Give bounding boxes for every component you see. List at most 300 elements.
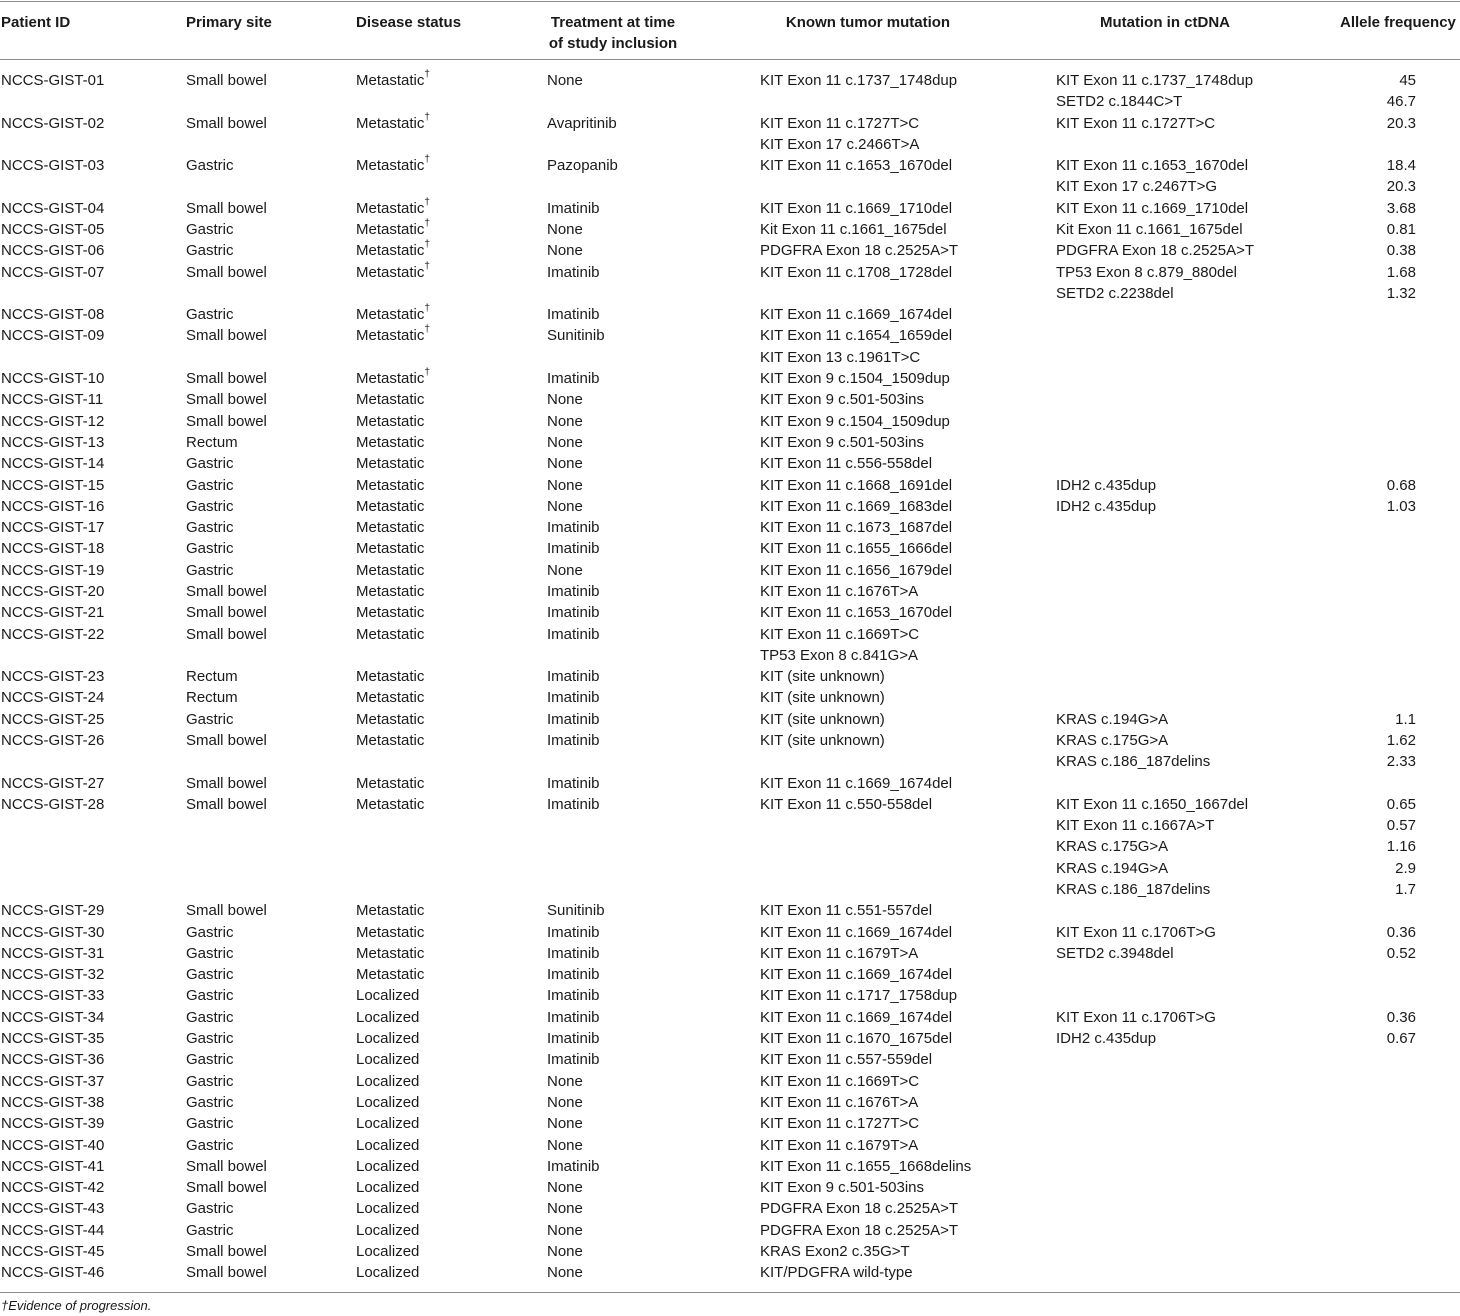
known-mutation: KIT Exon 11 c.1670_1675del	[760, 1030, 953, 1048]
disease-status	[356, 731, 424, 750]
primary-site: Rectum	[186, 433, 238, 451]
known-mutation: TP53 Exon 8 c.841G>A	[760, 646, 919, 664]
primary-site: Rectum	[186, 668, 238, 686]
patient-id: NCCS-GIST-14	[1, 455, 105, 473]
progression-dagger: †	[424, 324, 430, 336]
treatment: None	[547, 1221, 583, 1239]
patient-id: NCCS-GIST-18	[1, 540, 105, 558]
patient-id: NCCS-GIST-32	[1, 966, 105, 984]
primary-site: Small bowel	[186, 391, 267, 409]
disease-status-text: Metastatic	[356, 561, 425, 579]
ctdna-mutation: SETD2 c.1844C>T	[1056, 93, 1183, 111]
primary-site: Small bowel	[186, 604, 267, 622]
known-mutation: KIT (site unknown)	[760, 731, 885, 749]
disease-status-text: Localized	[356, 1136, 420, 1154]
ctdna-mutation: KIT Exon 17 c.2467T>G	[1056, 178, 1218, 196]
disease-status-text: Localized	[356, 1072, 420, 1090]
known-mutation: KIT Exon 11 c.1679T>A	[760, 944, 919, 962]
disease-status	[356, 433, 424, 452]
disease-status	[356, 1199, 419, 1218]
ctdna-mutation: TP53 Exon 8 c.879_880del	[1056, 263, 1237, 281]
ctdna-mutation: KIT Exon 11 c.1706T>G	[1056, 923, 1216, 941]
disease-status	[356, 390, 424, 409]
patient-id: NCCS-GIST-13	[1, 433, 105, 451]
ctdna-mutation: KRAS c.186_187delins	[1056, 753, 1211, 771]
disease-status	[356, 412, 424, 431]
primary-site: Gastric	[186, 1221, 234, 1239]
primary-site: Small bowel	[186, 902, 267, 920]
primary-site: Small bowel	[186, 795, 267, 813]
treatment: None	[547, 242, 583, 260]
treatment: Imatinib	[547, 604, 600, 622]
disease-status-text: Metastatic	[356, 923, 425, 941]
disease-status	[356, 111, 430, 133]
ctdna-mutation: IDH2 c.435dup	[1056, 476, 1157, 494]
patient-id: NCCS-GIST-24	[1, 689, 105, 707]
primary-site: Small bowel	[186, 114, 267, 132]
disease-status-text: Metastatic	[356, 774, 425, 792]
disease-status	[356, 369, 430, 388]
primary-site: Small bowel	[186, 1179, 267, 1197]
known-mutation: KIT Exon 11 c.1737_1748dup	[760, 72, 958, 89]
header-allele-frequency: Allele frequency	[1340, 14, 1456, 31]
primary-site: Gastric	[186, 1093, 234, 1111]
progression-dagger: †	[424, 260, 430, 272]
treatment: Imatinib	[547, 731, 600, 749]
ctdna-mutation: KIT Exon 11 c.1727T>C	[1056, 114, 1216, 132]
known-mutation: KIT Exon 11 c.1717_1758dup	[760, 987, 958, 1005]
ctdna-mutation: KRAS c.194G>A	[1056, 859, 1169, 877]
patient-id: NCCS-GIST-02	[1, 114, 105, 132]
known-mutation: KIT Exon 9 c.1504_1509dup	[760, 412, 950, 430]
ctdna-mutation: IDH2 c.435dup	[1056, 497, 1157, 515]
known-mutation: KRAS Exon2 c.35G>T	[760, 1242, 910, 1260]
treatment: None	[547, 72, 583, 89]
ctdna-mutation: SETD2 c.2238del	[1056, 284, 1174, 302]
treatment: None	[547, 476, 583, 494]
allele-frequency: 1.32	[1386, 284, 1416, 302]
disease-status-text: Metastatic	[356, 604, 425, 622]
primary-site: Rectum	[186, 689, 238, 707]
disease-status-text: Metastatic	[356, 157, 425, 175]
patient-id: NCCS-GIST-37	[1, 1072, 105, 1090]
known-mutation: KIT Exon 11 c.1673_1687del	[760, 519, 953, 537]
primary-site: Gastric	[186, 923, 234, 941]
treatment: Imatinib	[547, 795, 600, 813]
allele-frequency: 20.3	[1386, 114, 1416, 132]
patient-id: NCCS-GIST-08	[1, 306, 105, 324]
disease-status	[356, 518, 424, 537]
primary-site: Small bowel	[186, 72, 267, 89]
treatment: Imatinib	[547, 1157, 600, 1175]
disease-status-text: Localized	[356, 1093, 420, 1111]
known-mutation: KIT Exon 9 c.1504_1509dup	[760, 370, 950, 388]
disease-status	[356, 795, 424, 814]
primary-site: Gastric	[186, 1030, 234, 1048]
disease-status	[356, 603, 424, 622]
disease-status-text: Localized	[356, 1051, 420, 1069]
known-mutation: KIT Exon 17 c.2466T>A	[760, 135, 920, 153]
primary-site: Gastric	[186, 561, 234, 579]
primary-site: Small bowel	[186, 1242, 267, 1260]
known-mutation: KIT Exon 11 c.556-558del	[760, 455, 933, 473]
disease-status-text: Metastatic	[356, 370, 425, 388]
allele-frequency: 2.9	[1395, 859, 1416, 877]
disease-status-text: Metastatic	[356, 72, 425, 89]
disease-status-text: Metastatic	[356, 966, 425, 984]
disease-status-text: Metastatic	[356, 540, 425, 558]
allele-frequency: 1.7	[1395, 881, 1416, 899]
disease-status-text: Localized	[356, 1157, 420, 1175]
disease-status-text: Metastatic	[356, 689, 425, 707]
known-mutation: KIT Exon 11 c.1727T>C	[760, 1115, 920, 1133]
disease-status	[356, 1242, 419, 1261]
patient-id: NCCS-GIST-26	[1, 731, 105, 749]
allele-frequency: 1.68	[1386, 263, 1416, 281]
allele-frequency: 20.3	[1386, 178, 1416, 196]
disease-status-text: Localized	[356, 1030, 420, 1048]
patient-id: NCCS-GIST-34	[1, 1008, 105, 1026]
disease-status	[356, 241, 430, 260]
known-mutation: KIT (site unknown)	[760, 689, 885, 707]
patient-id: NCCS-GIST-31	[1, 944, 105, 962]
known-mutation: KIT Exon 11 c.1679T>A	[760, 1136, 919, 1154]
disease-status-text: Metastatic	[356, 582, 425, 600]
progression-dagger: †	[424, 69, 430, 80]
known-mutation: KIT/PDGFRA wild-type	[760, 1264, 913, 1282]
treatment: None	[547, 1242, 583, 1260]
treatment: None	[547, 1136, 583, 1154]
disease-status-text: Metastatic	[356, 114, 425, 132]
progression-dagger: †	[424, 218, 430, 230]
disease-status	[356, 1008, 419, 1027]
disease-status	[356, 561, 424, 580]
header-patient-id: Patient ID	[1, 14, 71, 31]
patient-id: NCCS-GIST-38	[1, 1093, 105, 1111]
treatment: Imatinib	[547, 1030, 600, 1048]
progression-dagger: †	[424, 239, 430, 251]
disease-status-text: Metastatic	[356, 199, 425, 217]
treatment: None	[547, 1200, 583, 1218]
primary-site: Gastric	[186, 710, 234, 728]
progression-dagger: †	[424, 303, 430, 315]
primary-site: Small bowel	[186, 412, 267, 430]
disease-status	[356, 1050, 419, 1069]
known-mutation: KIT Exon 11 c.1653_1670del	[760, 604, 953, 622]
disease-status-text: Metastatic	[356, 519, 425, 537]
allele-frequency: 1.1	[1395, 710, 1416, 728]
disease-status	[356, 1114, 419, 1133]
known-mutation: KIT Exon 9 c.501-503ins	[760, 1179, 924, 1197]
disease-status-text: Metastatic	[356, 944, 425, 962]
progression-dagger: †	[424, 111, 430, 123]
ctdna-mutation: SETD2 c.3948del	[1056, 944, 1174, 962]
disease-status-text: Localized	[356, 987, 420, 1005]
treatment: None	[547, 1072, 583, 1090]
disease-status	[356, 901, 424, 920]
disease-status-text: Metastatic	[356, 433, 425, 451]
treatment: Imatinib	[547, 1051, 600, 1069]
ctdna-mutation: KRAS c.194G>A	[1056, 710, 1169, 728]
disease-status	[356, 1221, 419, 1240]
patient-id: NCCS-GIST-45	[1, 1242, 105, 1260]
allele-frequency: 1.03	[1386, 497, 1416, 515]
primary-site: Small bowel	[186, 625, 267, 643]
header-primary-site: Primary site	[186, 14, 272, 31]
primary-site: Small bowel	[186, 327, 267, 345]
patient-id: NCCS-GIST-07	[1, 263, 105, 281]
ctdna-mutation: KRAS c.175G>A	[1056, 731, 1169, 749]
primary-site: Gastric	[186, 540, 234, 558]
known-mutation: KIT Exon 9 c.501-503ins	[760, 391, 924, 409]
primary-site: Gastric	[186, 1136, 234, 1154]
disease-status	[356, 582, 424, 601]
treatment: None	[547, 433, 583, 451]
primary-site: Gastric	[186, 1200, 234, 1218]
ctdna-mutation: KIT Exon 11 c.1667A>T	[1056, 817, 1215, 835]
treatment: Imatinib	[547, 519, 600, 537]
disease-status-text: Metastatic	[356, 242, 425, 260]
patient-id: NCCS-GIST-30	[1, 923, 105, 941]
disease-status-text: Metastatic	[356, 668, 425, 686]
disease-status	[356, 497, 424, 516]
disease-status	[356, 1136, 419, 1155]
disease-status-text: Metastatic	[356, 327, 425, 345]
known-mutation: KIT Exon 11 c.1669_1674del	[760, 306, 953, 324]
disease-status-text: Metastatic	[356, 263, 425, 281]
known-mutation: PDGFRA Exon 18 c.2525A>T	[760, 1200, 959, 1218]
treatment: Imatinib	[547, 199, 600, 217]
ctdna-mutation: KIT Exon 11 c.1669_1710del	[1056, 199, 1249, 217]
disease-status	[356, 986, 419, 1005]
patient-id: NCCS-GIST-20	[1, 582, 105, 600]
disease-status	[356, 710, 424, 729]
allele-frequency: 0.57	[1386, 817, 1416, 835]
treatment: None	[547, 1093, 583, 1111]
primary-site: Small bowel	[186, 370, 267, 388]
patient-id: NCCS-GIST-11	[1, 391, 104, 409]
treatment: None	[547, 497, 583, 515]
treatment: Imatinib	[547, 710, 600, 728]
allele-frequency: 1.16	[1386, 838, 1416, 856]
allele-frequency: 1.62	[1386, 731, 1416, 749]
known-mutation: KIT Exon 11 c.1653_1670del	[760, 157, 953, 175]
primary-site: Gastric	[186, 1051, 234, 1069]
known-mutation: KIT Exon 11 c.1668_1691del	[760, 476, 953, 494]
disease-status	[356, 71, 430, 90]
known-mutation: KIT Exon 11 c.1656_1679del	[760, 561, 953, 579]
known-mutation: PDGFRA Exon 18 c.2525A>T	[760, 1221, 959, 1239]
patient-id: NCCS-GIST-09	[1, 327, 105, 345]
primary-site: Small bowel	[186, 774, 267, 792]
progression-dagger: †	[424, 196, 430, 208]
treatment: None	[547, 561, 583, 579]
disease-status	[356, 1178, 419, 1197]
header-known-mutation: Known tumor mutation	[785, 14, 951, 31]
patient-id: NCCS-GIST-01	[1, 72, 105, 89]
disease-status	[356, 539, 424, 558]
treatment: None	[547, 455, 583, 473]
ctdna-mutation: Kit Exon 11 c.1661_1675del	[1056, 221, 1243, 239]
primary-site: Small bowel	[186, 1157, 267, 1175]
ctdna-mutation: KIT Exon 11 c.1706T>G	[1056, 1008, 1216, 1026]
patient-id: NCCS-GIST-16	[1, 497, 105, 515]
ctdna-mutation: KRAS c.186_187delins	[1056, 881, 1211, 899]
treatment: None	[547, 1264, 583, 1282]
treatment: Imatinib	[547, 944, 600, 962]
primary-site: Gastric	[186, 987, 234, 1005]
table-bottom-rule	[0, 1292, 1460, 1293]
disease-status-text: Metastatic	[356, 306, 425, 324]
allele-frequency: 3.68	[1386, 199, 1416, 217]
primary-site: Small bowel	[186, 582, 267, 600]
allele-frequency: 0.65	[1386, 795, 1416, 813]
treatment: Imatinib	[547, 263, 600, 281]
known-mutation: KIT Exon 11 c.1669T>C	[760, 1072, 920, 1090]
treatment: None	[547, 221, 583, 239]
disease-status-text: Metastatic	[356, 391, 425, 409]
disease-status	[356, 1093, 419, 1112]
patient-id: NCCS-GIST-05	[1, 221, 105, 239]
allele-frequency: 45	[1399, 72, 1416, 89]
known-mutation: KIT Exon 11 c.550-558del	[760, 795, 933, 813]
known-mutation: KIT Exon 9 c.501-503ins	[760, 433, 924, 451]
disease-status-text: Localized	[356, 1179, 420, 1197]
patient-id: NCCS-GIST-33	[1, 987, 105, 1005]
known-mutation: KIT Exon 11 c.1727T>C	[760, 114, 920, 132]
disease-status	[356, 1072, 419, 1091]
disease-status	[356, 220, 430, 239]
known-mutation: KIT Exon 11 c.1669_1710del	[760, 199, 953, 217]
allele-frequency: 0.81	[1386, 221, 1416, 239]
header-treatment-line2: of study inclusion	[548, 35, 678, 52]
disease-status-text: Metastatic	[356, 795, 425, 813]
treatment: None	[547, 1179, 583, 1197]
primary-site: Gastric	[186, 242, 234, 260]
patient-id: NCCS-GIST-21	[1, 604, 105, 622]
patient-id: NCCS-GIST-19	[1, 561, 105, 579]
primary-site: Gastric	[186, 157, 234, 175]
known-mutation: KIT Exon 11 c.1669_1674del	[760, 966, 953, 984]
disease-status	[356, 965, 424, 984]
primary-site: Small bowel	[186, 199, 267, 217]
primary-site: Gastric	[186, 966, 234, 984]
disease-status	[356, 1157, 419, 1176]
disease-status	[356, 326, 430, 345]
primary-site: Gastric	[186, 497, 234, 515]
patient-id: NCCS-GIST-29	[1, 902, 105, 920]
known-mutation: KIT Exon 11 c.1669_1674del	[760, 1008, 953, 1026]
disease-status-text: Metastatic	[356, 731, 425, 749]
disease-status-text: Metastatic	[356, 455, 425, 473]
known-mutation: KIT (site unknown)	[760, 668, 885, 686]
treatment: Imatinib	[547, 370, 600, 388]
header-disease-status: Disease status	[356, 14, 462, 31]
primary-site: Gastric	[186, 306, 234, 324]
known-mutation: KIT Exon 11 c.1655_1668delins	[760, 1157, 972, 1175]
allele-frequency: 0.67	[1386, 1030, 1416, 1048]
primary-site: Gastric	[186, 476, 234, 494]
disease-status	[356, 305, 430, 324]
known-mutation: KIT Exon 11 c.1708_1728del	[760, 263, 953, 281]
disease-status	[356, 625, 424, 644]
disease-status-text: Metastatic	[356, 412, 425, 430]
disease-status	[356, 774, 424, 793]
header-ctdna-mutation: Mutation in ctDNA	[1100, 14, 1230, 31]
patient-id: NCCS-GIST-27	[1, 774, 105, 792]
treatment: Imatinib	[547, 668, 600, 686]
patient-id: NCCS-GIST-28	[1, 795, 105, 813]
patient-id: NCCS-GIST-44	[1, 1221, 105, 1239]
treatment: Sunitinib	[547, 902, 605, 920]
primary-site: Gastric	[186, 455, 234, 473]
patient-id: NCCS-GIST-04	[1, 199, 105, 217]
treatment: Avapritinib	[547, 114, 617, 132]
primary-site: Gastric	[186, 1008, 234, 1026]
treatment: Imatinib	[547, 1008, 600, 1026]
treatment: None	[547, 1115, 583, 1133]
disease-status	[356, 1263, 419, 1282]
allele-frequency: 0.68	[1386, 476, 1416, 494]
patient-id: NCCS-GIST-22	[1, 625, 105, 643]
disease-status-text: Metastatic	[356, 710, 425, 728]
header-treatment-line1: Treatment at time	[550, 14, 676, 31]
patient-id: NCCS-GIST-41	[1, 1157, 105, 1175]
patient-id: NCCS-GIST-42	[1, 1179, 105, 1197]
ctdna-mutation: KIT Exon 11 c.1650_1667del	[1056, 795, 1249, 813]
patient-id: NCCS-GIST-17	[1, 519, 105, 537]
disease-status-text: Metastatic	[356, 902, 425, 920]
patient-id: NCCS-GIST-12	[1, 412, 105, 430]
disease-status-text: Localized	[356, 1200, 420, 1218]
known-mutation: PDGFRA Exon 18 c.2525A>T	[760, 242, 959, 260]
treatment: Imatinib	[547, 582, 600, 600]
disease-status	[356, 260, 430, 282]
disease-status-text: Localized	[356, 1221, 420, 1239]
patient-id: NCCS-GIST-06	[1, 242, 105, 260]
ctdna-mutation: KIT Exon 11 c.1653_1670del	[1056, 157, 1249, 175]
treatment: Imatinib	[547, 774, 600, 792]
patient-id: NCCS-GIST-23	[1, 668, 105, 686]
allele-frequency: 0.38	[1386, 242, 1416, 260]
allele-frequency: 0.36	[1386, 1008, 1416, 1026]
treatment: Imatinib	[547, 689, 600, 707]
disease-status	[356, 156, 430, 175]
progression-dagger: †	[424, 367, 430, 379]
allele-frequency: 46.7	[1386, 93, 1416, 111]
known-mutation: KIT Exon 11 c.557-559del	[760, 1051, 933, 1069]
allele-frequency: 0.36	[1386, 923, 1416, 941]
primary-site: Gastric	[186, 944, 234, 962]
disease-status	[356, 476, 424, 495]
treatment: None	[547, 412, 583, 430]
disease-status	[356, 667, 424, 686]
patient-id: NCCS-GIST-03	[1, 157, 105, 175]
disease-status-text: Localized	[356, 1242, 420, 1260]
known-mutation: KIT Exon 11 c.1676T>A	[760, 1093, 919, 1111]
primary-site: Gastric	[186, 1072, 234, 1090]
known-mutation: KIT Exon 11 c.1676T>A	[760, 582, 919, 600]
known-mutation: Kit Exon 11 c.1661_1675del	[760, 221, 947, 239]
patient-id: NCCS-GIST-40	[1, 1136, 105, 1154]
patient-id: NCCS-GIST-25	[1, 710, 105, 728]
allele-frequency: 2.33	[1386, 753, 1416, 771]
treatment: Imatinib	[547, 625, 600, 643]
known-mutation: KIT (site unknown)	[760, 710, 885, 728]
allele-frequency: 18.4	[1386, 157, 1416, 175]
ctdna-mutation: PDGFRA Exon 18 c.2525A>T	[1056, 242, 1255, 260]
disease-status-text: Metastatic	[356, 497, 425, 515]
